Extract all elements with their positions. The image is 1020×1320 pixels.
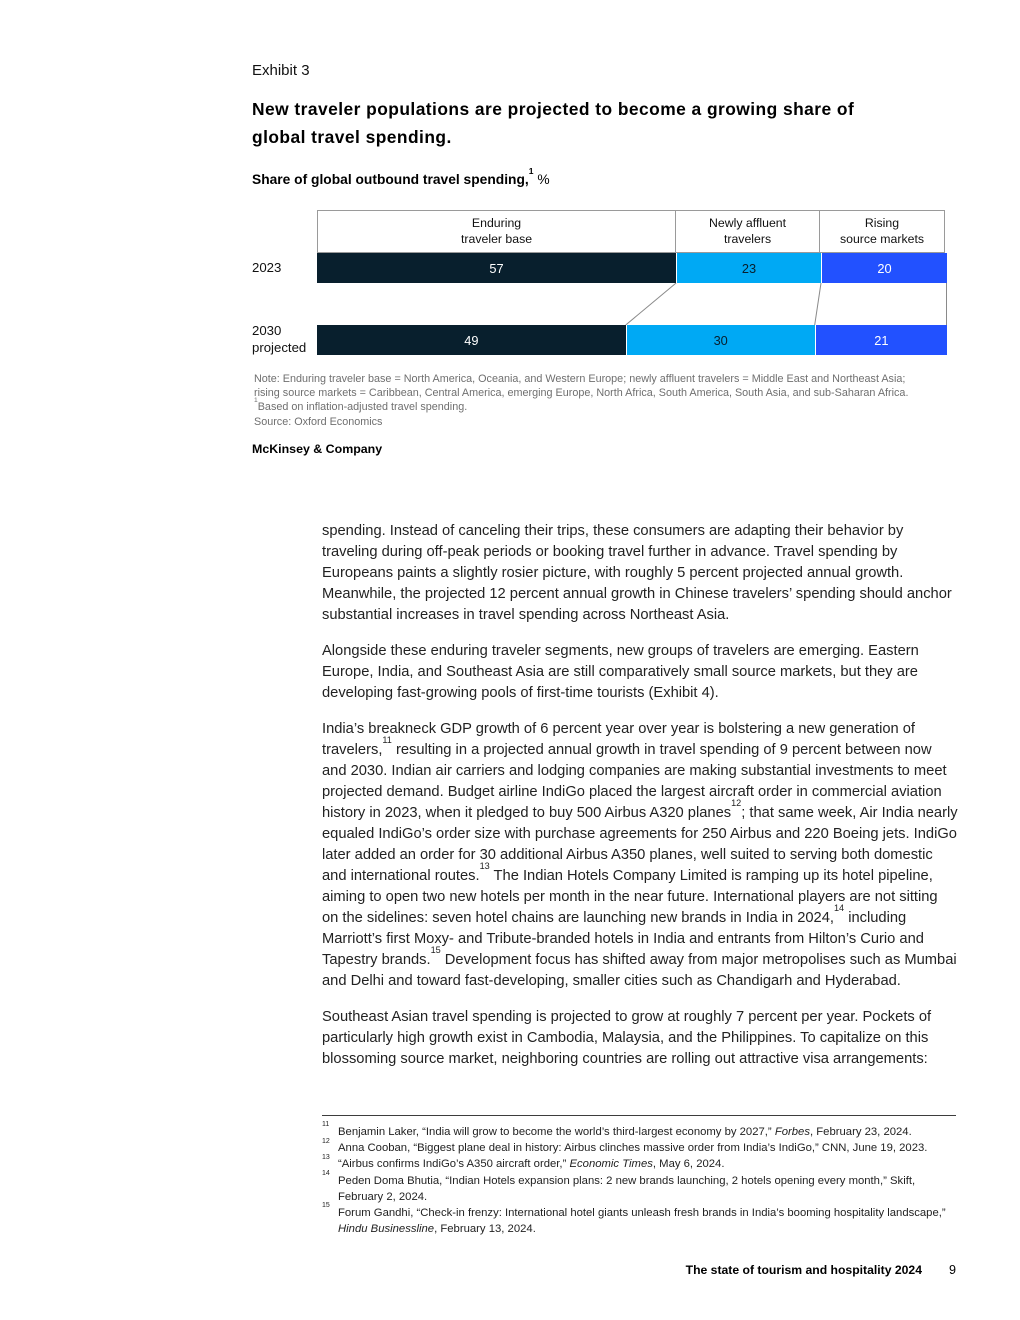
chart-column-header-line: Newly affluent	[709, 216, 787, 230]
chart-column-header	[819, 210, 945, 253]
stacked-bar-chart	[252, 210, 947, 355]
paragraph: India’s breakneck GDP growth of 6 percent year over year is bolstering a new generation of travelers,$^{11}$ resulting in a projected annual growth in travel spending of 9 percent between now and 2030. Indian air carriers and lodging companies are making substantial investments to meet projected demand. Budget airline IndiGo placed the largest aircraft order in commercial aviation history in 2023, when it pledged to buy 500 Airbus A320 planes$^{12}$; that same week, Air India nearly equaled IndiGo’s order size with purchase agreements for 250 Airbus and 220 Boeing jets. IndiGo later added an order for 30 additional Airbus A350 planes, well suited to serving both domestic and international routes.$^{13}$ The Indian Hotels Company Limited is ramping up its hotel pipeline, aiming to open two new hotels per month in the near future. International players are not sitting on the sidelines: seven hotel chains are launching new brands in India in 2024,14 including Marriott’s first Moxy- and Tribute-branded hotels in India and entrants from Hilton’s Curio and Tapestry brands.$^{15}$ Development focus has shifted away from major metropolises such as Mumbai and Delhi and toward fast-developing, smaller cities such as Chandigarh and Hyderabad.	[322, 721, 958, 989]
paragraph: Alongside these enduring traveler segments, new groups of travelers are emerging. Eastern Europe, India, and Southeast Asia are still comparatively small source markets, but they are developing fast-growing pools of first-time tourists (Exhibit 4).	[322, 643, 919, 701]
bar-row-2030	[317, 325, 947, 355]
footnote-item	[322, 1153, 956, 1172]
chart-column-header-line: Enduring	[471, 216, 522, 230]
footnote-marker: 15	[322, 1202, 330, 1210]
chart-column-headers	[317, 210, 947, 253]
chart-note-line: Note: Enduring traveler base = North America, Oceania, and Western Europe; newly affluent travelers = Middle East and Northeast Asia; rising source markets = Caribbean, Central America, emerging Europe, North Africa, South America, South Asia, and sub-Saharan Africa.	[254, 373, 909, 400]
footnote-item	[322, 1202, 956, 1237]
bar-segment: 20	[821, 253, 947, 283]
footnote-list	[322, 1121, 956, 1237]
bar-connector-lines	[317, 283, 947, 325]
bar-category-label: 2030 projected	[252, 323, 307, 355]
footer-report-title: The state of tourism and hospitality 2024	[685, 1263, 922, 1277]
footnote-text: Anna Cooban, “Biggest plane deal in history: Airbus clinches massive order from India’s IndiGo,” CNN, June 19, 2023.	[338, 1142, 928, 1155]
footnote-rule	[322, 1115, 956, 1116]
chart-column-header-line: traveler base	[461, 231, 533, 246]
paragraph: Southeast Asian travel spending is projected to grow at roughly 7 percent per year. Pockets of particularly high growth exist in Cambodia, Malaysia, and the Philippines. To capitalize on this blossoming source market, neighboring countries are rolling out attractive visa arrangements:	[322, 1009, 932, 1067]
footnote-marker: 12	[322, 1137, 330, 1145]
bar-segment: 23	[676, 253, 821, 283]
chart-column-header-line: source markets	[839, 231, 925, 246]
chart-notes	[254, 372, 918, 429]
bar-row-2023	[317, 253, 947, 283]
bar-segment: 49	[317, 325, 626, 355]
footnote-item	[322, 1137, 956, 1156]
footnote-item	[322, 1170, 956, 1205]
exhibit-title: New traveler populations are projected to become a growing share of global travel spending.	[252, 99, 855, 147]
chart-column-header	[675, 210, 820, 253]
footnote-marker: 11	[322, 1121, 330, 1129]
chart-subtitle	[252, 165, 550, 187]
chart-column-header-line: Rising	[864, 216, 900, 230]
paragraph: spending. Instead of canceling their trips, these consumers are adapting their behavior by traveling during off-peak periods or booking travel further in advance. Travel spending by Europeans paints a slightly rosier picture, with roughly 5 percent projected annual growth. Meanwhile, the projected 12 percent annual growth in Chinese travelers’ spending should anchor substantial increases in travel spending across Northeast Asia.	[322, 523, 952, 623]
chart-subtitle-unit: %	[533, 172, 550, 187]
chart-column-header	[317, 210, 676, 253]
bar-segment: 30	[626, 325, 815, 355]
footnote-text: “Airbus confirms IndiGo’s A350 aircraft order,” Economic Times, May 6, 2024.	[338, 1158, 725, 1171]
page-footer	[322, 1263, 956, 1277]
mckinsey-brand: McKinsey & Company	[252, 442, 383, 456]
chart-note-line: Source: Oxford Economics	[254, 415, 383, 428]
footnote-marker: 14	[322, 1170, 330, 1177]
footnote-text: Forum Gandhi, “Check-in frenzy: International hotel giants unleash fresh brands in India’s booming hospitality landscape,” Hindu Businessline, February 13, 2024.	[338, 1207, 946, 1236]
footnote-text: Peden Doma Bhutia, “Indian Hotels expansion plans: 2 new brands launching, 2 hotels opening every month,” Skift, February 2, 2024.	[338, 1174, 916, 1203]
body-paragraphs	[322, 521, 958, 1085]
chart-column-header-line: travelers	[723, 231, 772, 246]
footnote-marker: 13	[322, 1153, 330, 1161]
footnote-item	[322, 1121, 956, 1140]
bar-segment: 57	[317, 253, 676, 283]
footnotes-section	[322, 1115, 956, 1237]
chart-subtitle-text: Share of global outbound travel spending,	[252, 172, 529, 187]
footnote-text: Benjamin Laker, “India will grow to become the world’s third-largest economy by 2027,” Forbes, February 23, 2024.	[338, 1126, 912, 1138]
exhibit-label: Exhibit 3	[252, 62, 310, 79]
chart-note-line: $^1$Based on inflation-adjusted travel spending.	[254, 397, 468, 414]
bar-segment: 21	[815, 325, 947, 355]
bar-category-label: 2023	[252, 260, 282, 275]
chart-subtitle-footnote-marker: 1	[528, 165, 534, 176]
footer-page-number: 9	[948, 1263, 956, 1277]
